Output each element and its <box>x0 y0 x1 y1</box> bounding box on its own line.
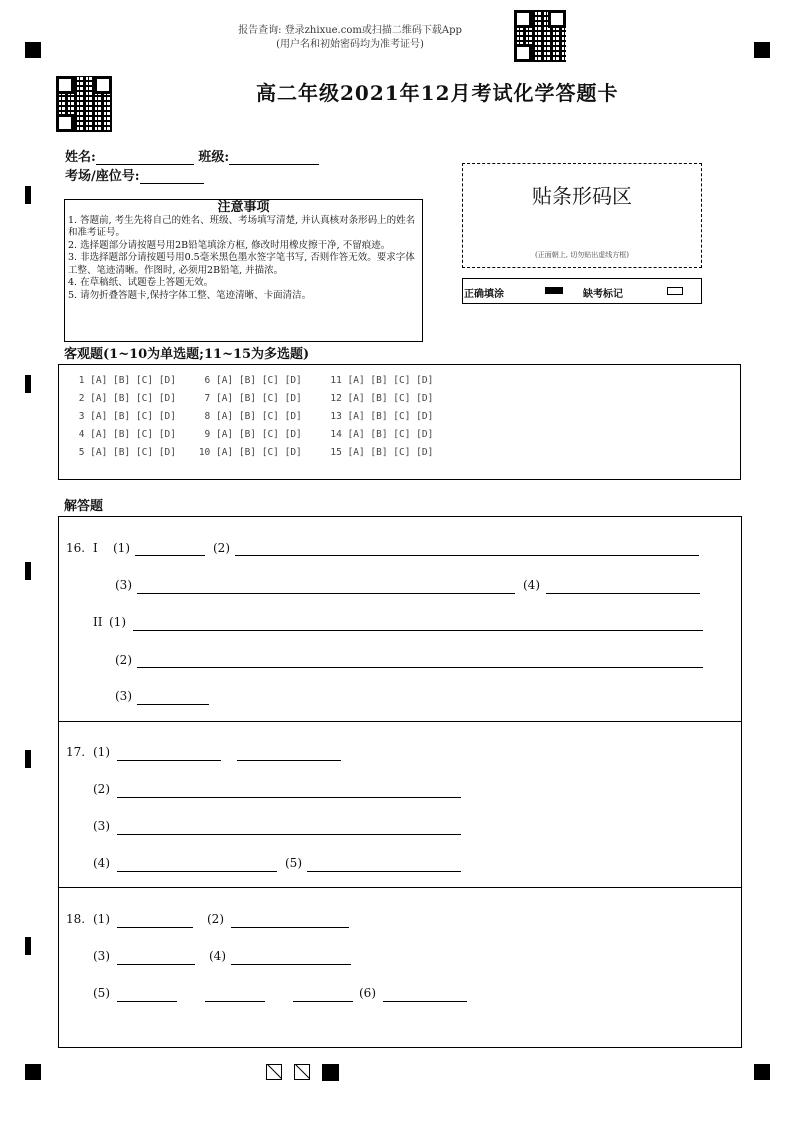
q16-1-answer-line[interactable] <box>135 555 205 556</box>
objective-answer-box[interactable] <box>58 364 741 480</box>
corner-mark-top-left <box>25 42 41 58</box>
q16-4-label: (4) <box>523 578 540 592</box>
q17-3-label: (3) <box>93 819 110 833</box>
q17-1-label: (1) <box>93 745 110 759</box>
corner-mark-top-right <box>754 42 770 58</box>
q17-3-answer-line[interactable] <box>117 834 461 835</box>
q18-3-label: (3) <box>93 949 110 963</box>
q17-4-label: (4) <box>93 856 110 870</box>
q18-1-label: (1) <box>93 912 110 926</box>
q16-ii-3-label: (3) <box>115 689 132 703</box>
q18-2-label: (2) <box>207 912 224 926</box>
q18-5-answer-line-b[interactable] <box>205 1001 265 1002</box>
timing-mark <box>25 375 31 393</box>
mcq-row[interactable]: 1 [A] [B] [C] [D] 6 [A] [B] [C] [D] 11 [A] [B] [C] [D] <box>73 375 434 386</box>
qr-code-download[interactable] <box>514 10 566 62</box>
q17-1-answer-line-b[interactable] <box>237 760 341 761</box>
absent-mark-label: 缺考标记 <box>583 289 623 300</box>
report-query-text <box>200 24 500 52</box>
mcq-row[interactable]: 2 [A] [B] [C] [D] 7 [A] [B] [C] [D] 12 [A] [B] [C] [D] <box>73 393 434 404</box>
filled-box-icon <box>545 287 563 294</box>
q18-2-answer-line[interactable] <box>231 927 349 928</box>
note-item: 4. 在草稿纸、试题卷上答题无效。 <box>68 277 214 288</box>
corner-mark-bottom-left <box>25 1064 41 1080</box>
question-17-section[interactable] <box>58 720 742 888</box>
name-label: 姓名: <box>65 150 96 165</box>
page-mark-filled-box <box>322 1064 339 1081</box>
corner-mark-bottom-right <box>754 1064 770 1080</box>
note-item: 3. 非选择题部分请按题号用0.5毫米黑色墨水签字笔书写, 否则作答无效。要求字体工整、笔迹清晰。作图时, 必须用2B铅笔, 并描浓。 <box>68 252 415 276</box>
timing-mark <box>25 562 31 580</box>
barcode-area[interactable] <box>462 163 702 268</box>
note-item: 1. 答题前, 考生先将自己的姓名、班级、考场填写清楚, 并认真核对条形码上的姓名和准考证号。 <box>68 214 416 238</box>
q18-6-answer-line[interactable] <box>383 1001 467 1002</box>
absent-mark-checkbox[interactable] <box>667 287 683 295</box>
q17-2-answer-line[interactable] <box>117 797 461 798</box>
q18-5-label: (5) <box>93 986 110 1000</box>
note-item: 2. 选择题部分请按题号用2B铅笔填涂方框, 修改时用橡皮擦干净, 不留痕迹。 <box>68 239 391 251</box>
q18-4-answer-line[interactable] <box>231 964 351 965</box>
timing-mark <box>25 186 31 204</box>
report-query-line2: (用户名和初始密码均为准考证号) <box>276 39 424 50</box>
q16-3-label: (3) <box>115 578 132 592</box>
mcq-row[interactable]: 5 [A] [B] [C] [D] 10 [A] [B] [C] [D] 15 [A] [B] [C] [D] <box>73 447 434 458</box>
timing-mark <box>25 750 31 768</box>
q17-4-answer-line[interactable] <box>117 871 277 872</box>
notes-box <box>64 199 423 342</box>
q18-5-answer-line-c[interactable] <box>293 1001 353 1002</box>
q17-5-answer-line[interactable] <box>307 871 461 872</box>
q16-ii-1-label: (1) <box>109 615 126 629</box>
q16-2-answer-line[interactable] <box>235 555 699 556</box>
q17-2-label: (2) <box>93 782 110 796</box>
q18-6-label: (6) <box>359 986 376 1000</box>
question-18-section[interactable] <box>58 887 742 1048</box>
q18-5-answer-line-a[interactable] <box>117 1001 177 1002</box>
report-query-line1: 报告查询: 登录zhixue.com或扫描二维码下载App <box>238 25 462 36</box>
q17-1-answer-line-a[interactable] <box>117 760 221 761</box>
name-field[interactable] <box>65 146 319 165</box>
q18-3-answer-line[interactable] <box>117 964 195 965</box>
note-item: 5. 请勿折叠答题卡,保持字体工整、笔迹清晰、卡面清洁。 <box>68 289 312 301</box>
seat-field[interactable] <box>65 165 204 184</box>
q16-ii-2-label: (2) <box>115 653 132 667</box>
page-title: 高二年级2021年12月考试化学答题卡 <box>256 81 619 105</box>
barcode-title: 贴条形码区 <box>532 184 632 208</box>
q17-5-label: (5) <box>285 856 302 870</box>
question-16-section[interactable] <box>58 516 742 722</box>
timing-mark <box>25 937 31 955</box>
fill-legend <box>462 278 702 304</box>
q18-4-label: (4) <box>209 949 226 963</box>
barcode-hint: (正面朝上, 切勿贴出虚线方框) <box>535 251 629 259</box>
q16-2-label: (2) <box>213 541 230 555</box>
q16-part1-label: I <box>93 541 98 555</box>
objective-heading: 客观题(1~10为单选题;11~15为多选题) <box>64 347 310 362</box>
q18-1-answer-line[interactable] <box>117 927 193 928</box>
q16-1-label: (1) <box>113 541 130 555</box>
mcq-row[interactable]: 4 [A] [B] [C] [D] 9 [A] [B] [C] [D] 14 [A] [B] [C] [D] <box>73 429 434 440</box>
qr-code-student <box>56 76 112 132</box>
page-mark-crossed-box <box>266 1064 282 1080</box>
q18-number: 18. <box>66 912 86 926</box>
q17-number: 17. <box>66 745 86 759</box>
q16-ii-1-answer-line[interactable] <box>133 630 703 631</box>
q16-number: 16. <box>66 541 86 555</box>
notes-heading: 注意事项 <box>217 200 270 215</box>
q16-ii-3-answer-line[interactable] <box>137 704 209 705</box>
class-label: 班级: <box>198 150 230 165</box>
seat-label: 考场/座位号: <box>65 169 140 184</box>
page-mark-crossed-box <box>294 1064 310 1080</box>
q16-4-answer-line[interactable] <box>546 593 700 594</box>
answers-heading: 解答题 <box>64 499 104 514</box>
correct-fill-label: 正确填涂 <box>464 289 504 300</box>
q16-3-answer-line[interactable] <box>137 593 515 594</box>
mcq-row[interactable]: 3 [A] [B] [C] [D] 8 [A] [B] [C] [D] 13 [A] [B] [C] [D] <box>73 411 434 422</box>
q16-part2-label: II <box>93 615 103 629</box>
q16-ii-2-answer-line[interactable] <box>137 667 703 668</box>
